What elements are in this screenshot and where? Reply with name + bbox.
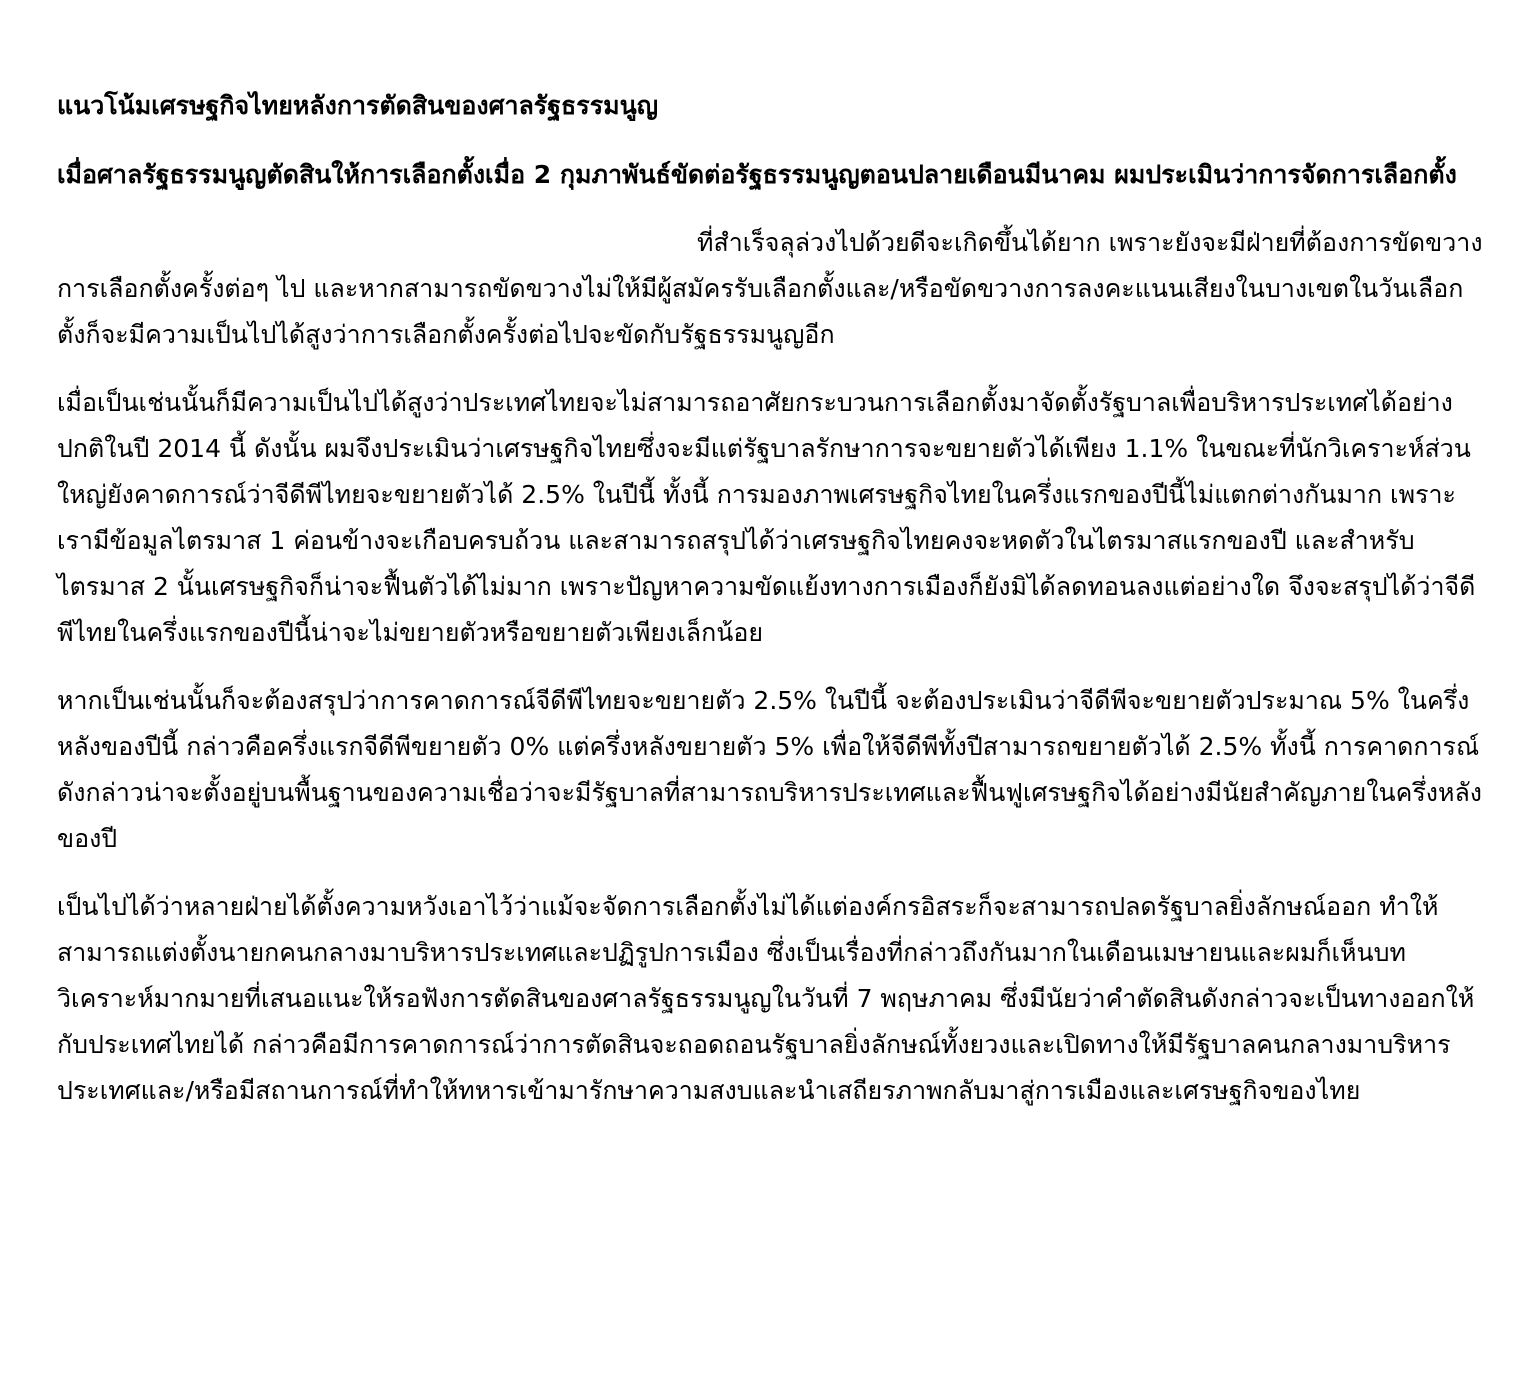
document-title: แนวโน้มเศรษฐกิจไทยหลังการตัดสินของศาลรัฐธรรมนูญ bbox=[57, 91, 659, 120]
paragraph-2: เมื่อเป็นเช่นนั้นก็มีความเป็นไปได้สูงว่าประเทศไทยจะไม่สามารถอาศัยกระบวนการเลือกตั้งมาจัดตั้งรัฐบาลเพื่อบริหารประเทศได้อย่างปกติในปี 2014 นี้ ดังนั้น ผมจึงประเมินว่าเศรษฐกิจไทยซึ่งจะมีแต่รัฐบาลรักษาการจะขยายตัวได้เพียง 1.1% ในขณะที่นักวิเคราะห์ส่วนใหญ่ยังคาดการณ์ว่าจีดีพีไทยจะขยายตัวได้ 2.5% ในปีนี้ ทั้งนี้ การมองภาพเศรษฐกิจไทยในครึ่งแรกของปีนี้ไม่แตกต่างกันมาก เพราะเรามีข้อมูลไตรมาส 1 ค่อนข้างจะเกือบครบถ้วน และสามารถสรุปได้ว่าเศรษฐกิจไทยคงจะหดตัวในไตรมาสแรกของปี และสำหรับไตรมาส 2 นั้นเศรษฐกิจก็น่าจะฟื้นตัวได้ไม่มาก เพราะปัญหาความขัดแย้งทางการเมืองก็ยังมิได้ลดทอนลงแต่อย่างใด จึงจะสรุปได้ว่าจีดีพีไทยในครึ่งแรกของปีนี้น่าจะไม่ขยายตัวหรือขยายตัวเพียงเล็กน้อย bbox=[57, 388, 1476, 647]
lead-paragraph: เมื่อศาลรัฐธรรมนูญตัดสินให้การเลือกตั้งเมื่อ 2 กุมภาพันธ์ขัดต่อรัฐธรรมนูญตอนปลายเดือนมีนาคม ผมประเมินว่าการจัดการเลือกตั้ง bbox=[57, 160, 1457, 189]
document-page bbox=[57, 86, 1487, 1136]
paragraph-3: หากเป็นเช่นนั้นก็จะต้องสรุปว่าการคาดการณ์จีดีพีไทยจะขยายตัว 2.5% ในปีนี้ จะต้องประเมินว่าจีดีพีจะขยายตัวประมาณ 5% ในครึ่งหลังของปีนี้ กล่าวคือครึ่งแรกจีดีพีขยายตัว 0% แต่ครึ่งหลังขยายตัว 5% เพื่อให้จีดีพีทั้งปีสามารถขยายตัวได้ 2.5% ทั้งนี้ การคาดการณ์ดังกล่าวน่าจะตั้งอยู่บนพื้นฐานของความเชื่อว่าจะมีรัฐบาลที่สามารถบริหารประเทศและฟื้นฟูเศรษฐกิจได้อย่างมีนัยสำคัญภายในครึ่งหลังของปี bbox=[57, 686, 1482, 853]
paragraph-4: เป็นไปได้ว่าหลายฝ่ายได้ตั้งความหวังเอาไว้ว่าแม้จะจัดการเลือกตั้งไม่ได้แต่องค์กรอิสระก็จะสามารถปลดรัฐบาลยิ่งลักษณ์ออก ทำให้สามารถแต่งตั้งนายกคนกลางมาบริหารประเทศและปฏิรูปการเมือง ซึ่งเป็นเรื่องที่กล่าวถึงกันมากในเดือนเมษายนและผมก็เห็นบทวิเคราะห์มากมายที่เสนอแนะให้รอฟังการตัดสินของศาลรัฐธรรมนูญในวันที่ 7 พฤษภาคม ซึ่งมีนัยว่าคำตัดสินดังกล่าวจะเป็นทางออกให้กับประเทศไทยได้ กล่าวคือมีการคาดการณ์ว่าการตัดสินจะถอดถอนรัฐบาลยิ่งลักษณ์ทั้งยวงและเปิดทางให้มีรัฐบาลคนกลางมาบริหารประเทศและ/หรือมีสถานการณ์ที่ทำให้ทหารเข้ามารักษาความสงบและนำเสถียรภาพกลับมาสู่การเมืองและเศรษฐกิจของไทย bbox=[57, 892, 1475, 1105]
paragraph-1: ที่สำเร็จลุล่วงไปด้วยดีจะเกิดขึ้นได้ยาก เพราะยังจะมีฝ่ายที่ต้องการขัดขวางการเลือกตั้งครั้งต่อๆ ไป และหากสามารถขัดขวางไม่ให้มีผู้สมัครรับเลือกตั้งและ/หรือขัดขวางการลงคะแนนเสียงในบางเขตในวันเลือกตั้งก็จะมีความเป็นไปได้สูงว่าการเลือกตั้งครั้งต่อไปจะขัดกับรัฐธรรมนูญอีก bbox=[57, 228, 1483, 349]
